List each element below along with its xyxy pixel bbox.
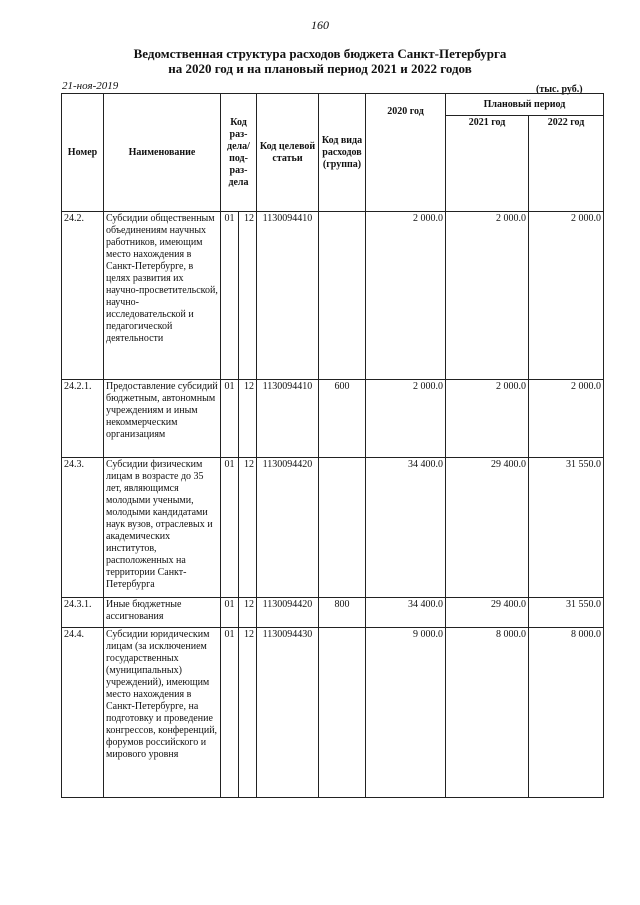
row-type-code xyxy=(319,212,366,380)
row-section: 01 xyxy=(221,598,239,628)
row-target-code: 1130094420 xyxy=(257,458,319,598)
header-2022: 2022 год xyxy=(529,116,604,212)
page-number: 160 xyxy=(311,18,329,32)
row-number: 24.2.1. xyxy=(62,380,104,458)
row-section: 01 xyxy=(221,380,239,458)
row-2022: 8 000.0 xyxy=(529,628,604,798)
row-type-code xyxy=(319,628,366,798)
row-type-code: 600 xyxy=(319,380,366,458)
row-subsection: 12 xyxy=(239,380,257,458)
row-name: Субсидии общественным объединениям научных работников, имеющим место нахождения в Санкт-Петербурге, в целях развития их научно-просветительской, научно-исследовательской и педагогической деятельности xyxy=(104,212,221,380)
table-row xyxy=(62,380,604,458)
title-line-1: Ведомственная структура расходов бюджета Санкт-Петербурга xyxy=(133,46,507,61)
header-number: Номер xyxy=(62,94,104,212)
row-number: 24.3. xyxy=(62,458,104,598)
header-name: Наименование xyxy=(104,94,221,212)
budget-table xyxy=(61,93,604,798)
table-row xyxy=(62,628,604,798)
row-name: Иные бюджетные ассигнования xyxy=(104,598,221,628)
row-2022: 31 550.0 xyxy=(529,598,604,628)
header-2020: 2020 год xyxy=(366,94,446,212)
row-subsection: 12 xyxy=(239,458,257,598)
row-2020: 2 000.0 xyxy=(366,380,446,458)
row-target-code: 1130094410 xyxy=(257,380,319,458)
row-subsection: 12 xyxy=(239,628,257,798)
row-section: 01 xyxy=(221,458,239,598)
row-2021: 8 000.0 xyxy=(446,628,529,798)
row-target-code: 1130094410 xyxy=(257,212,319,380)
row-type-code xyxy=(319,458,366,598)
row-target-code: 1130094430 xyxy=(257,628,319,798)
row-2020: 34 400.0 xyxy=(366,458,446,598)
row-section: 01 xyxy=(221,628,239,798)
table-row xyxy=(62,458,604,598)
document-date: 21-ноя-2019 xyxy=(62,80,119,92)
table-row xyxy=(62,212,604,380)
row-target-code: 1130094420 xyxy=(257,598,319,628)
header-type: Код вида расходов (группа) xyxy=(319,94,366,212)
row-2022: 2 000.0 xyxy=(529,380,604,458)
row-name: Субсидии физическим лицам в возрасте до 35 лет, являющимся молодыми учеными, молодыми кандидатами наук вузов, отраслевых и академических институтов, расположенных на территории Санкт-Петербурга xyxy=(104,458,221,598)
table-row xyxy=(62,598,604,628)
row-name: Субсидии юридическим лицам (за исключением государственных (муниципальных) учреждений), имеющим место нахождения в Санкт-Петербурге, на подготовку и проведение конгрессов, конференций, форумов российского и мирового уровня xyxy=(104,628,221,798)
row-2022: 31 550.0 xyxy=(529,458,604,598)
title-line-2: на 2020 год и на плановый период 2021 и 2022 годов xyxy=(168,61,472,76)
header-planned: Плановый период xyxy=(446,94,604,116)
header-2021: 2021 год xyxy=(446,116,529,212)
row-section: 01 xyxy=(221,212,239,380)
row-type-code: 800 xyxy=(319,598,366,628)
row-number: 24.3.1. xyxy=(62,598,104,628)
row-2020: 34 400.0 xyxy=(366,598,446,628)
row-subsection: 12 xyxy=(239,212,257,380)
row-number: 24.2. xyxy=(62,212,104,380)
units-label: (тыс. руб.) xyxy=(536,84,583,95)
row-2021: 2 000.0 xyxy=(446,380,529,458)
row-2021: 29 400.0 xyxy=(446,458,529,598)
row-name: Предоставление субсидий бюджетным, автономным учреждениям и иным некоммерческим организациям xyxy=(104,380,221,458)
table-body xyxy=(62,212,604,798)
row-2021: 2 000.0 xyxy=(446,212,529,380)
row-subsection: 12 xyxy=(239,598,257,628)
row-2021: 29 400.0 xyxy=(446,598,529,628)
document-title xyxy=(0,46,640,76)
row-2020: 9 000.0 xyxy=(366,628,446,798)
row-2020: 2 000.0 xyxy=(366,212,446,380)
row-number: 24.4. xyxy=(62,628,104,798)
header-section: Код раз- дела/ под- раз- дела xyxy=(221,94,257,212)
header-target: Код целевой статьи xyxy=(257,94,319,212)
row-2022: 2 000.0 xyxy=(529,212,604,380)
